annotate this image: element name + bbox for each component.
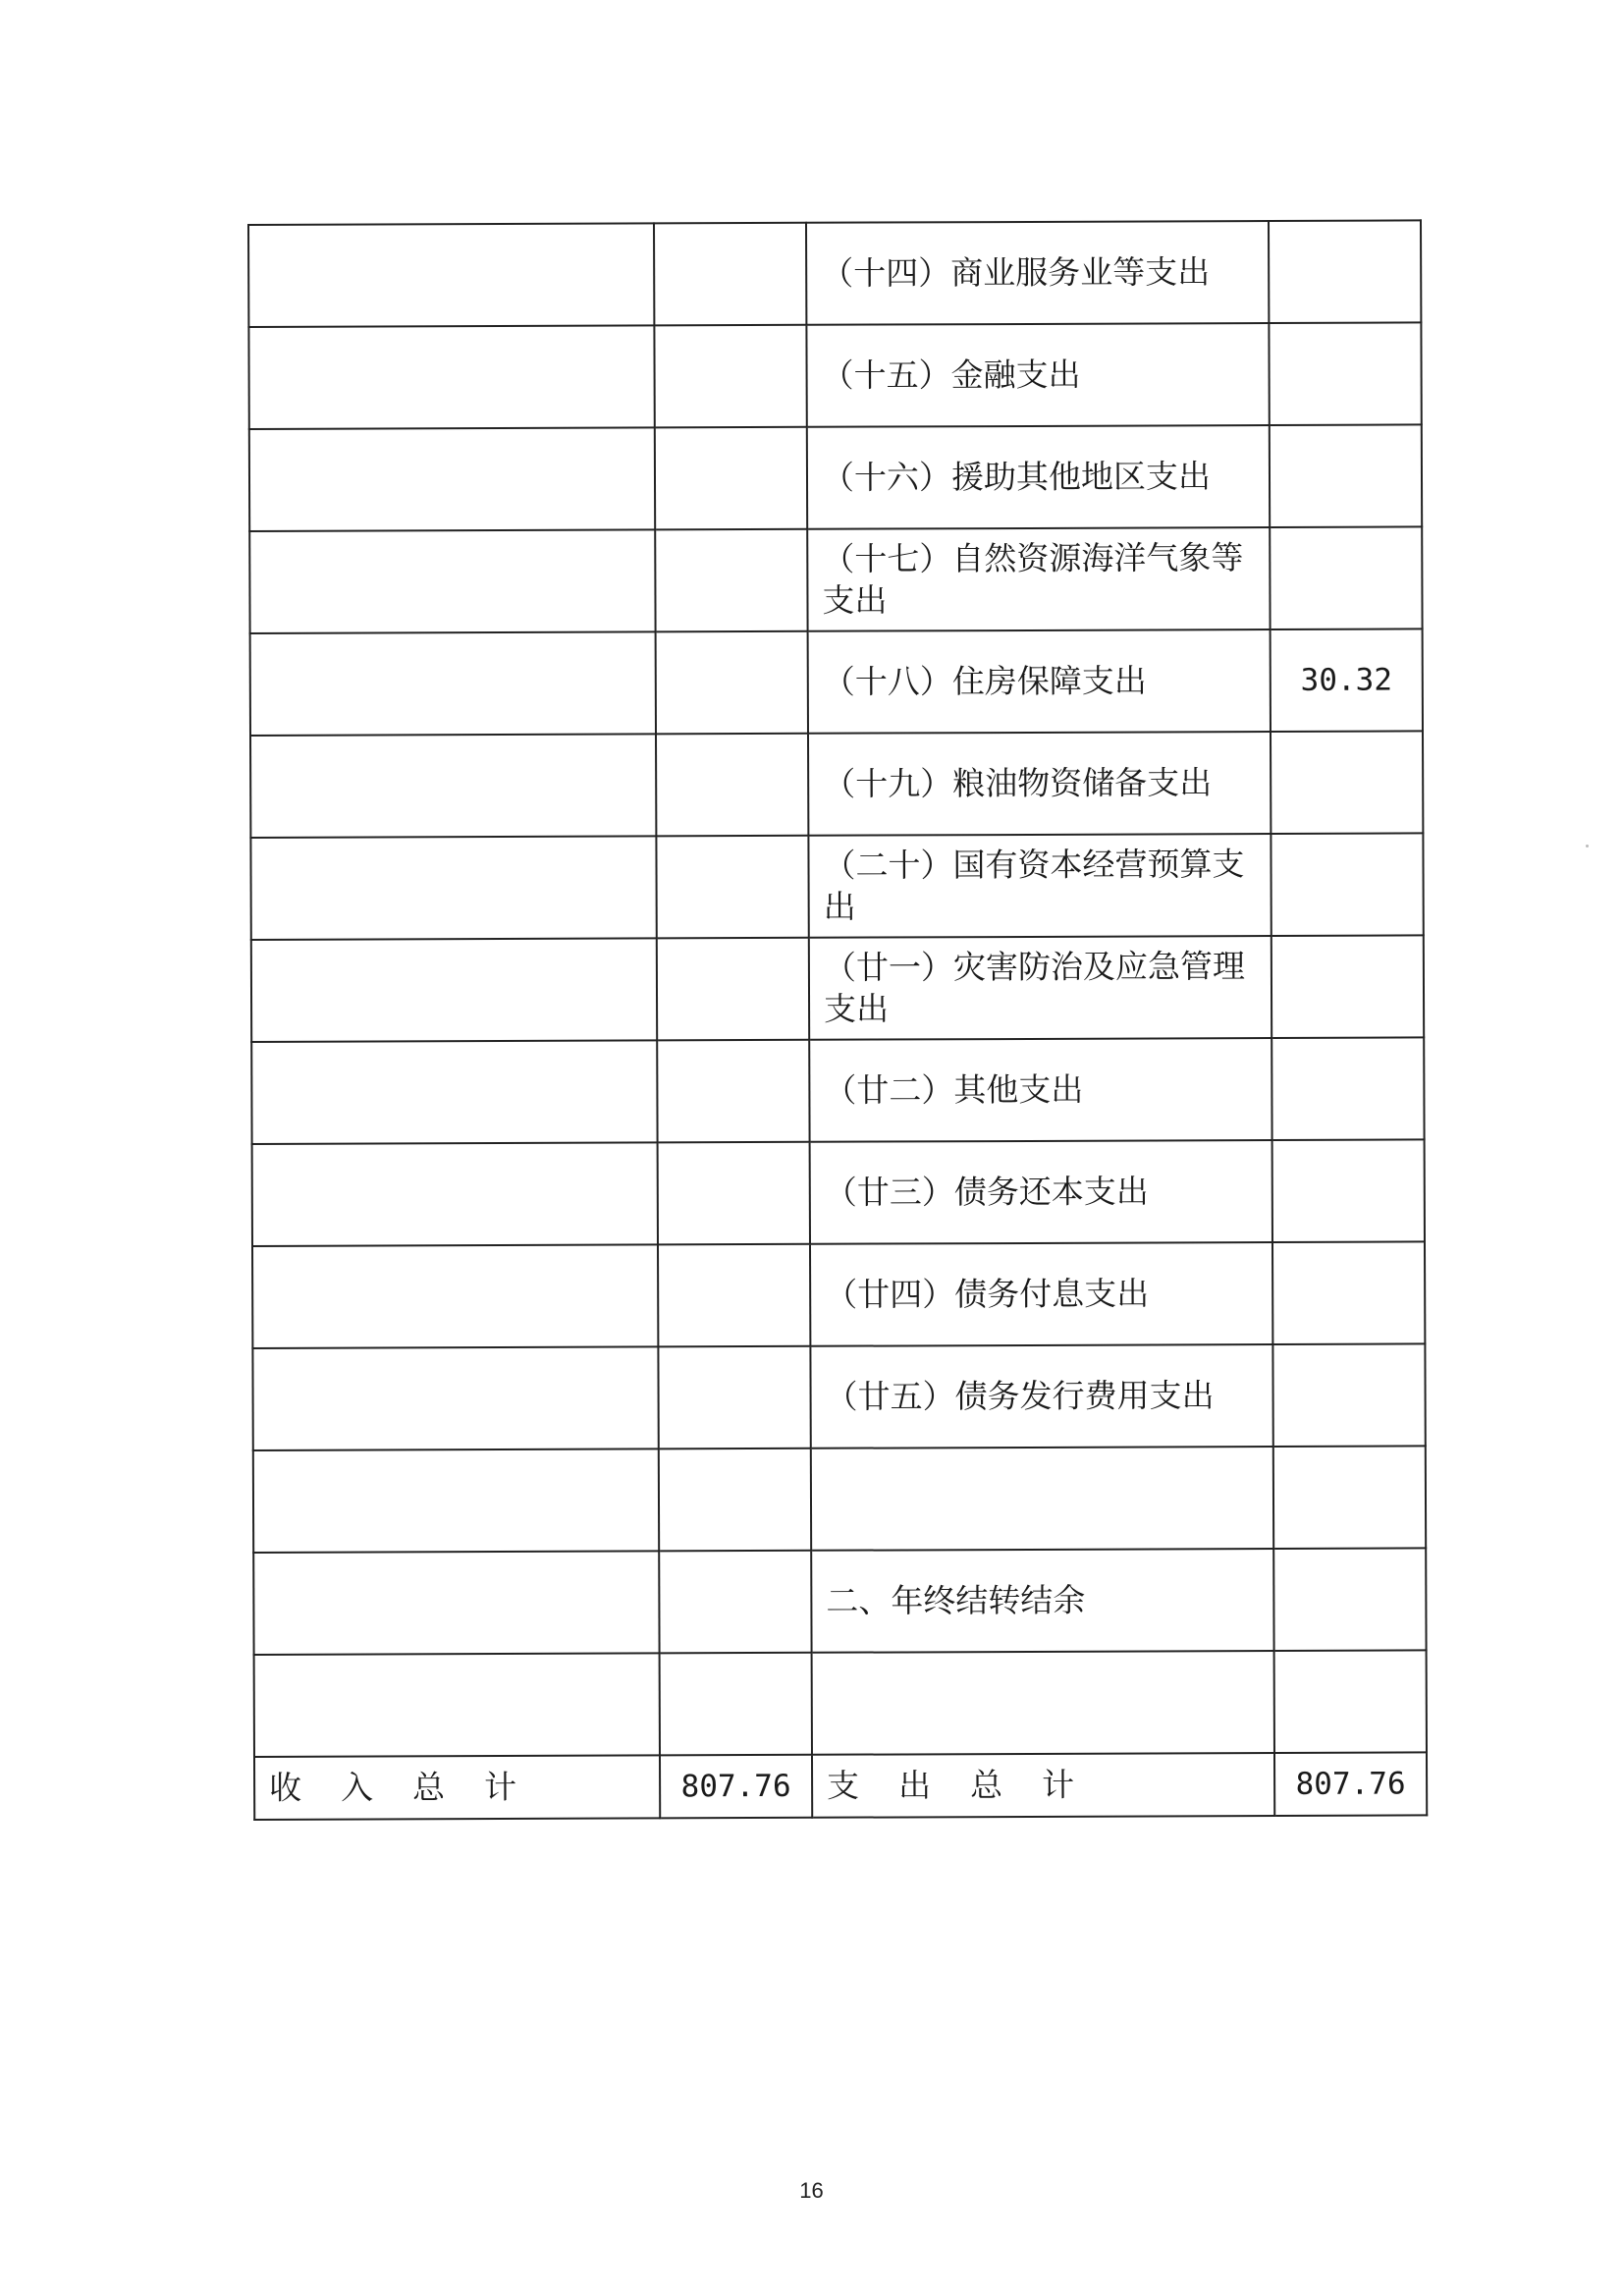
expense-amount-cell — [1271, 731, 1423, 834]
page-number: 16 — [799, 2178, 824, 2203]
income-amount-cell — [658, 1142, 810, 1245]
expense-item-cell: （十九）粮油物资储备支出 — [808, 732, 1271, 836]
expense-amount-cell — [1270, 424, 1422, 527]
expense-item-cell: （十八）住房保障支出 — [808, 629, 1271, 734]
income-amount-cell — [654, 325, 806, 428]
expense-item-cell: （廿二）其他支出 — [809, 1038, 1271, 1142]
table-row — [253, 1548, 1426, 1655]
expense-amount-cell — [1272, 1343, 1425, 1447]
table-row — [250, 731, 1423, 838]
expense-amount-cell: 30.32 — [1271, 629, 1423, 732]
expense-amount-cell — [1272, 1241, 1425, 1344]
income-item-cell — [253, 1449, 659, 1553]
expense-amount-cell — [1271, 833, 1423, 936]
expense-amount-cell — [1270, 526, 1422, 629]
expense-amount-cell — [1274, 1650, 1427, 1753]
expense-amount-cell — [1269, 322, 1421, 425]
income-item-cell — [248, 223, 654, 327]
expense-amount-cell — [1269, 220, 1421, 323]
table-row — [249, 526, 1422, 633]
table-row — [248, 220, 1421, 327]
expense-item-cell — [811, 1447, 1273, 1551]
income-amount-cell — [657, 938, 809, 1041]
income-total-amount: 807.76 — [660, 1755, 812, 1819]
expense-item-cell: （十五）金融支出 — [806, 323, 1269, 427]
income-amount-cell — [658, 1346, 810, 1449]
income-amount-cell — [656, 631, 808, 735]
income-total-label: 收入总计 — [254, 1755, 660, 1820]
income-amount-cell — [658, 1244, 810, 1347]
income-amount-cell — [659, 1551, 811, 1654]
expense-item-cell: （十七）自然资源海洋气象等支出 — [807, 527, 1270, 631]
expense-item-cell: 二、年终结转结余 — [811, 1549, 1273, 1653]
expense-amount-cell — [1271, 1037, 1424, 1140]
table-row — [254, 1650, 1427, 1757]
income-amount-cell — [656, 734, 808, 837]
budget-table-body — [248, 220, 1427, 1820]
table-row — [248, 322, 1421, 429]
table-row — [252, 1343, 1425, 1450]
expense-amount-cell — [1273, 1548, 1426, 1651]
scan-speck — [1586, 845, 1589, 847]
expense-item-cell: （十四）商业服务业等支出 — [806, 221, 1269, 325]
income-item-cell — [254, 1653, 660, 1757]
income-amount-cell — [655, 529, 807, 632]
expense-item-cell: （廿一）灾害防治及应急管理支出 — [809, 936, 1271, 1040]
income-item-cell — [248, 325, 654, 429]
expense-item-cell: （十六）援助其他地区支出 — [807, 425, 1270, 529]
income-item-cell — [252, 1346, 658, 1450]
income-amount-cell — [660, 1653, 812, 1756]
income-item-cell — [250, 836, 656, 940]
income-amount-cell — [657, 1040, 809, 1143]
table-row — [253, 1446, 1426, 1553]
income-item-cell — [253, 1551, 659, 1655]
income-item-cell — [252, 1244, 658, 1348]
totals-row — [254, 1752, 1427, 1820]
income-item-cell — [249, 427, 655, 531]
income-item-cell — [250, 734, 656, 838]
income-amount-cell — [654, 223, 806, 326]
table-row — [249, 424, 1422, 531]
expense-total-label: 支出总计 — [812, 1753, 1274, 1818]
budget-table — [247, 219, 1428, 1821]
income-item-cell — [252, 1142, 658, 1246]
table-row — [252, 1139, 1425, 1246]
income-item-cell — [250, 631, 656, 736]
table-row — [250, 833, 1423, 940]
table-row — [252, 1241, 1425, 1348]
income-amount-cell — [655, 427, 807, 530]
expense-amount-cell — [1273, 1446, 1426, 1549]
expense-amount-cell — [1271, 935, 1424, 1038]
expense-amount-cell — [1272, 1139, 1425, 1242]
expense-total-amount: 807.76 — [1274, 1752, 1427, 1816]
income-item-cell — [251, 1040, 657, 1144]
income-item-cell — [249, 529, 655, 633]
expense-item-cell: （廿四）债务付息支出 — [810, 1242, 1272, 1346]
income-amount-cell — [656, 836, 808, 939]
expense-item-cell: （廿三）债务还本支出 — [810, 1140, 1272, 1244]
table-row — [250, 629, 1423, 736]
expense-item-cell: （二十）国有资本经营预算支出 — [808, 834, 1271, 938]
expense-item-cell — [812, 1651, 1274, 1755]
income-amount-cell — [659, 1449, 811, 1552]
table-row — [251, 1037, 1424, 1144]
income-item-cell — [251, 938, 657, 1042]
table-row — [251, 935, 1424, 1042]
expense-item-cell: （廿五）债务发行费用支出 — [810, 1344, 1272, 1449]
